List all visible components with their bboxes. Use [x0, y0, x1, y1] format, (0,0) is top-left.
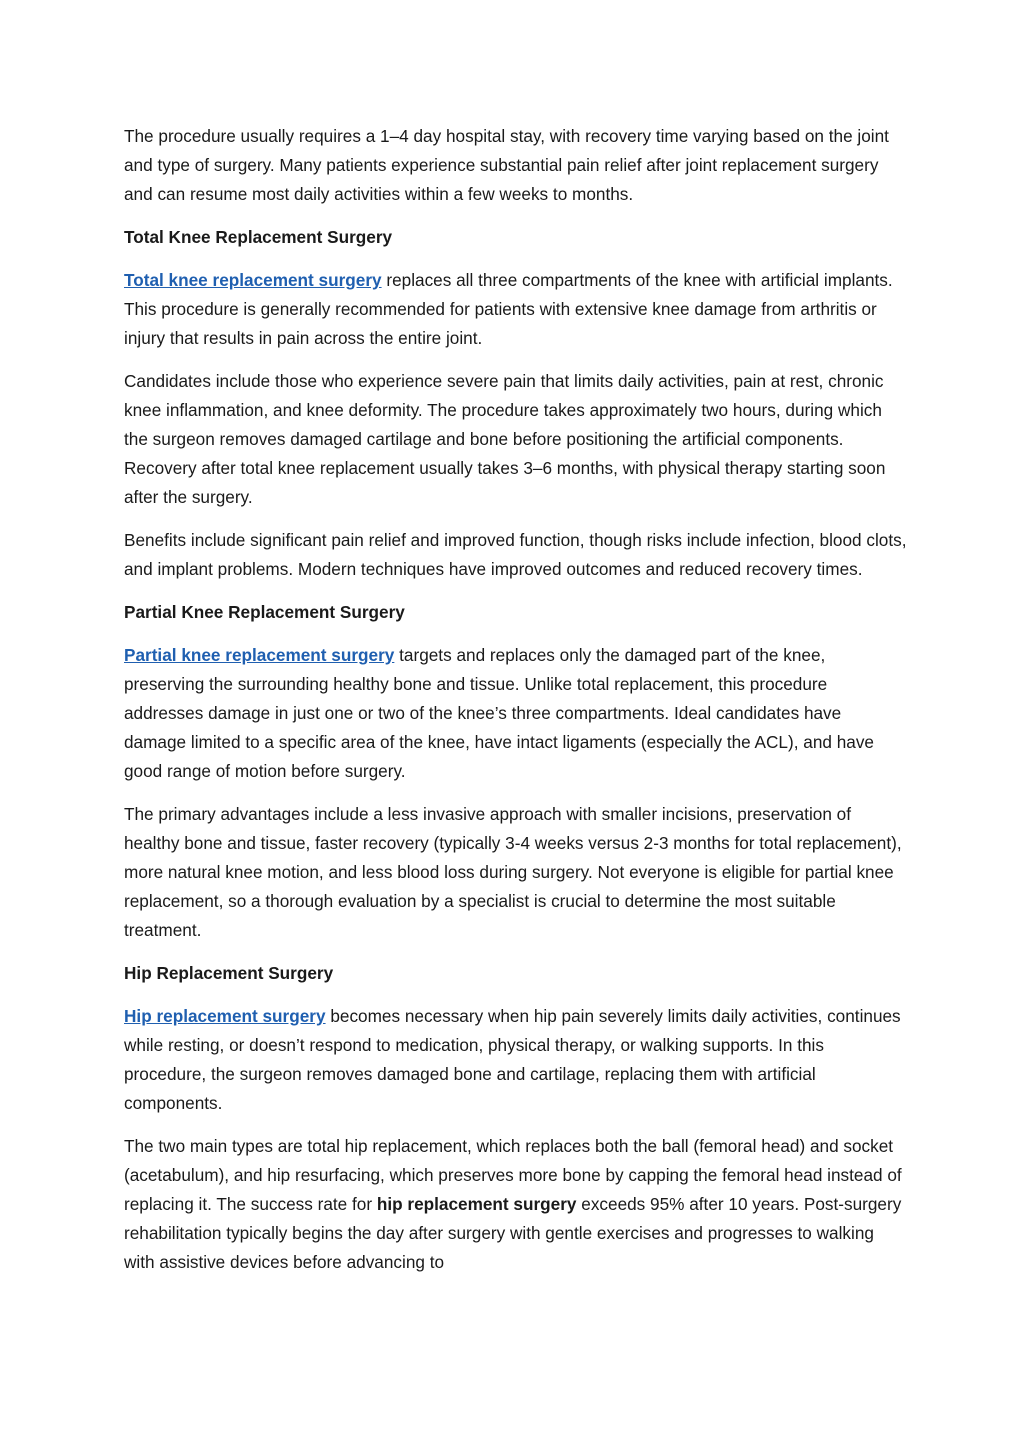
- hip-paragraph-2-bold: hip replacement surgery: [376, 1194, 577, 1214]
- hip-paragraph-2: [124, 1132, 908, 1277]
- total-knee-paragraph-1-text: replaces all three compartments of the knee with artificial implants. This procedure is generally recommended for patients with extensive knee damage from arthritis or injury that results in pain across the entire joint.: [124, 270, 893, 348]
- hip-replacement-link[interactable]: Hip replacement surgery: [124, 1006, 326, 1026]
- partial-knee-link[interactable]: Partial knee replacement surgery: [124, 645, 395, 665]
- section-heading-total-knee: Total Knee Replacement Surgery: [124, 227, 393, 247]
- total-knee-link[interactable]: Total knee replacement surgery: [124, 270, 382, 290]
- total-knee-paragraph-2: Candidates include those who experience severe pain that limits daily activities, pain at rest, chronic knee inflammation, and knee deformity. The procedure takes approximately two hours, during which the surgeon removes damaged cartilage and bone before positioning the artificial components. Recovery after total knee replacement usually takes 3–6 months, with physical therapy starting soon after the surgery.: [124, 371, 886, 507]
- partial-knee-paragraph-1-text: targets and replaces only the damaged part of the knee, preserving the surrounding healthy bone and tissue. Unlike total replacement, this procedure addresses damage in just one or two of the knee’s three compartments. Ideal candidates have damage limited to a specific area of the knee, have intact ligaments (especially the ACL), and have good range of motion before surgery.: [124, 645, 874, 781]
- hip-paragraph-2-text-end: exceeds 95% after 10 years. Post-surgery rehabilitation typically begins the day after surgery with gentle exercises and progresses to walking with assistive devices before advancing to: [124, 1194, 902, 1272]
- hip-paragraph-1: [124, 1002, 908, 1118]
- section-heading-hip: Hip Replacement Surgery: [124, 963, 334, 983]
- total-knee-paragraph-1: [124, 266, 908, 353]
- total-knee-paragraph-3: Benefits include significant pain relief and improved function, though risks include infection, blood clots, and implant problems. Modern techniques have improved outcomes and reduced recovery times.: [124, 530, 907, 579]
- section-heading-partial-knee: Partial Knee Replacement Surgery: [124, 602, 405, 622]
- hip-paragraph-1-text: becomes necessary when hip pain severely limits daily activities, continues while resting, or doesn’t respond to medication, physical therapy, or walking supports. In this procedure, the surgeon removes damaged bone and cartilage, replacing them with artificial components.: [124, 1006, 901, 1113]
- partial-knee-paragraph-1: [124, 641, 908, 786]
- intro-paragraph: The procedure usually requires a 1–4 day hospital stay, with recovery time varying based on the joint and type of surgery. Many patients experience substantial pain relief after joint replacement surgery and can resume most daily activities within a few weeks to months.: [124, 126, 889, 204]
- hip-paragraph-2-text-start: The two main types are total hip replacement, which replaces both the ball (femoral head) and socket (acetabulum), and hip resurfacing, which preserves more bone by capping the femoral head instead of replacing it. The success rate for: [124, 1136, 902, 1214]
- partial-knee-paragraph-2: The primary advantages include a less invasive approach with smaller incisions, preservation of healthy bone and tissue, faster recovery (typically 3-4 weeks versus 2-3 months for total replacement), more natural knee motion, and less blood loss during surgery. Not everyone is eligible for partial knee replacement, so a thorough evaluation by a specialist is crucial to determine the most suitable treatment.: [124, 804, 902, 940]
